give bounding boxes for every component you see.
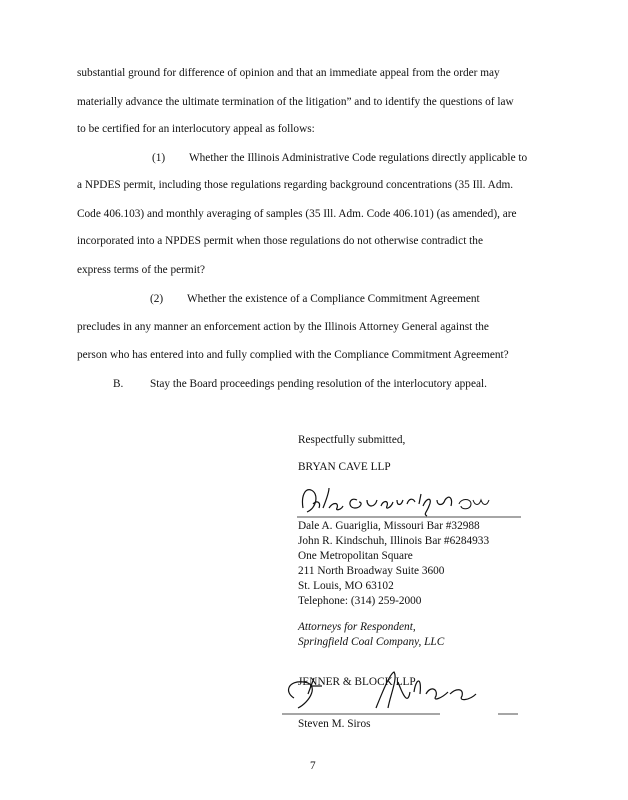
attorneys-for-line: Springfield Coal Company, LLC xyxy=(298,636,445,648)
firm-name-2: JENNER & BLOCK LLP xyxy=(298,676,416,688)
item-2-line: precludes in any manner an enforcement action by the Illinois Attorney General against the xyxy=(77,321,489,333)
body-line: materially advance the ultimate termination of the litigation” and to identify the questions of law xyxy=(77,96,514,108)
item-2-line: Whether the existence of a Compliance Commitment Agreement xyxy=(187,293,480,305)
signer-2-name: Steven M. Siros xyxy=(298,718,371,730)
signer-1-line: John R. Kindschuh, Illinois Bar #6284933 xyxy=(298,535,490,547)
item-1-line: a NPDES permit, including those regulations regarding background concentrations (35 Ill. Adm. xyxy=(77,179,514,191)
item-1-line: Whether the Illinois Administrative Code regulations directly applicable to xyxy=(189,152,528,164)
item-2-line: person who has entered into and fully complied with the Compliance Commitment Agreement? xyxy=(77,349,509,361)
attorneys-for-line: Attorneys for Respondent, xyxy=(298,621,416,633)
item-1-number: (1) xyxy=(152,152,166,164)
signer-1-line: Telephone: (314) 259-2000 xyxy=(298,595,422,607)
item-2-number: (2) xyxy=(150,293,164,305)
signer-1-line: 211 North Broadway Suite 3600 xyxy=(298,565,445,577)
signer-1-line: St. Louis, MO 63102 xyxy=(298,580,394,592)
signer-1-line: Dale A. Guariglia, Missouri Bar #32988 xyxy=(298,520,480,532)
handwritten-signature-1 xyxy=(295,484,525,520)
firm-name-1: BRYAN CAVE LLP xyxy=(298,461,391,473)
handwritten-signature-2 xyxy=(280,668,520,718)
item-1-line: Code 406.103) and monthly averaging of samples (35 Ill. Adm. Code 406.101) (as amended), are xyxy=(77,208,517,220)
item-b-letter: B. xyxy=(113,378,124,390)
body-line: to be certified for an interlocutory appeal as follows: xyxy=(77,123,315,135)
closing-text: Respectfully submitted, xyxy=(298,434,406,446)
body-line: substantial ground for difference of opinion and that an immediate appeal from the order may xyxy=(77,67,500,79)
item-1-line: incorporated into a NPDES permit when those regulations do not otherwise contradict the xyxy=(77,235,483,247)
page-number: 7 xyxy=(310,760,316,772)
signer-1-line: One Metropolitan Square xyxy=(298,550,413,562)
item-b-text: Stay the Board proceedings pending resolution of the interlocutory appeal. xyxy=(150,378,487,390)
item-1-line: express terms of the permit? xyxy=(77,264,205,276)
